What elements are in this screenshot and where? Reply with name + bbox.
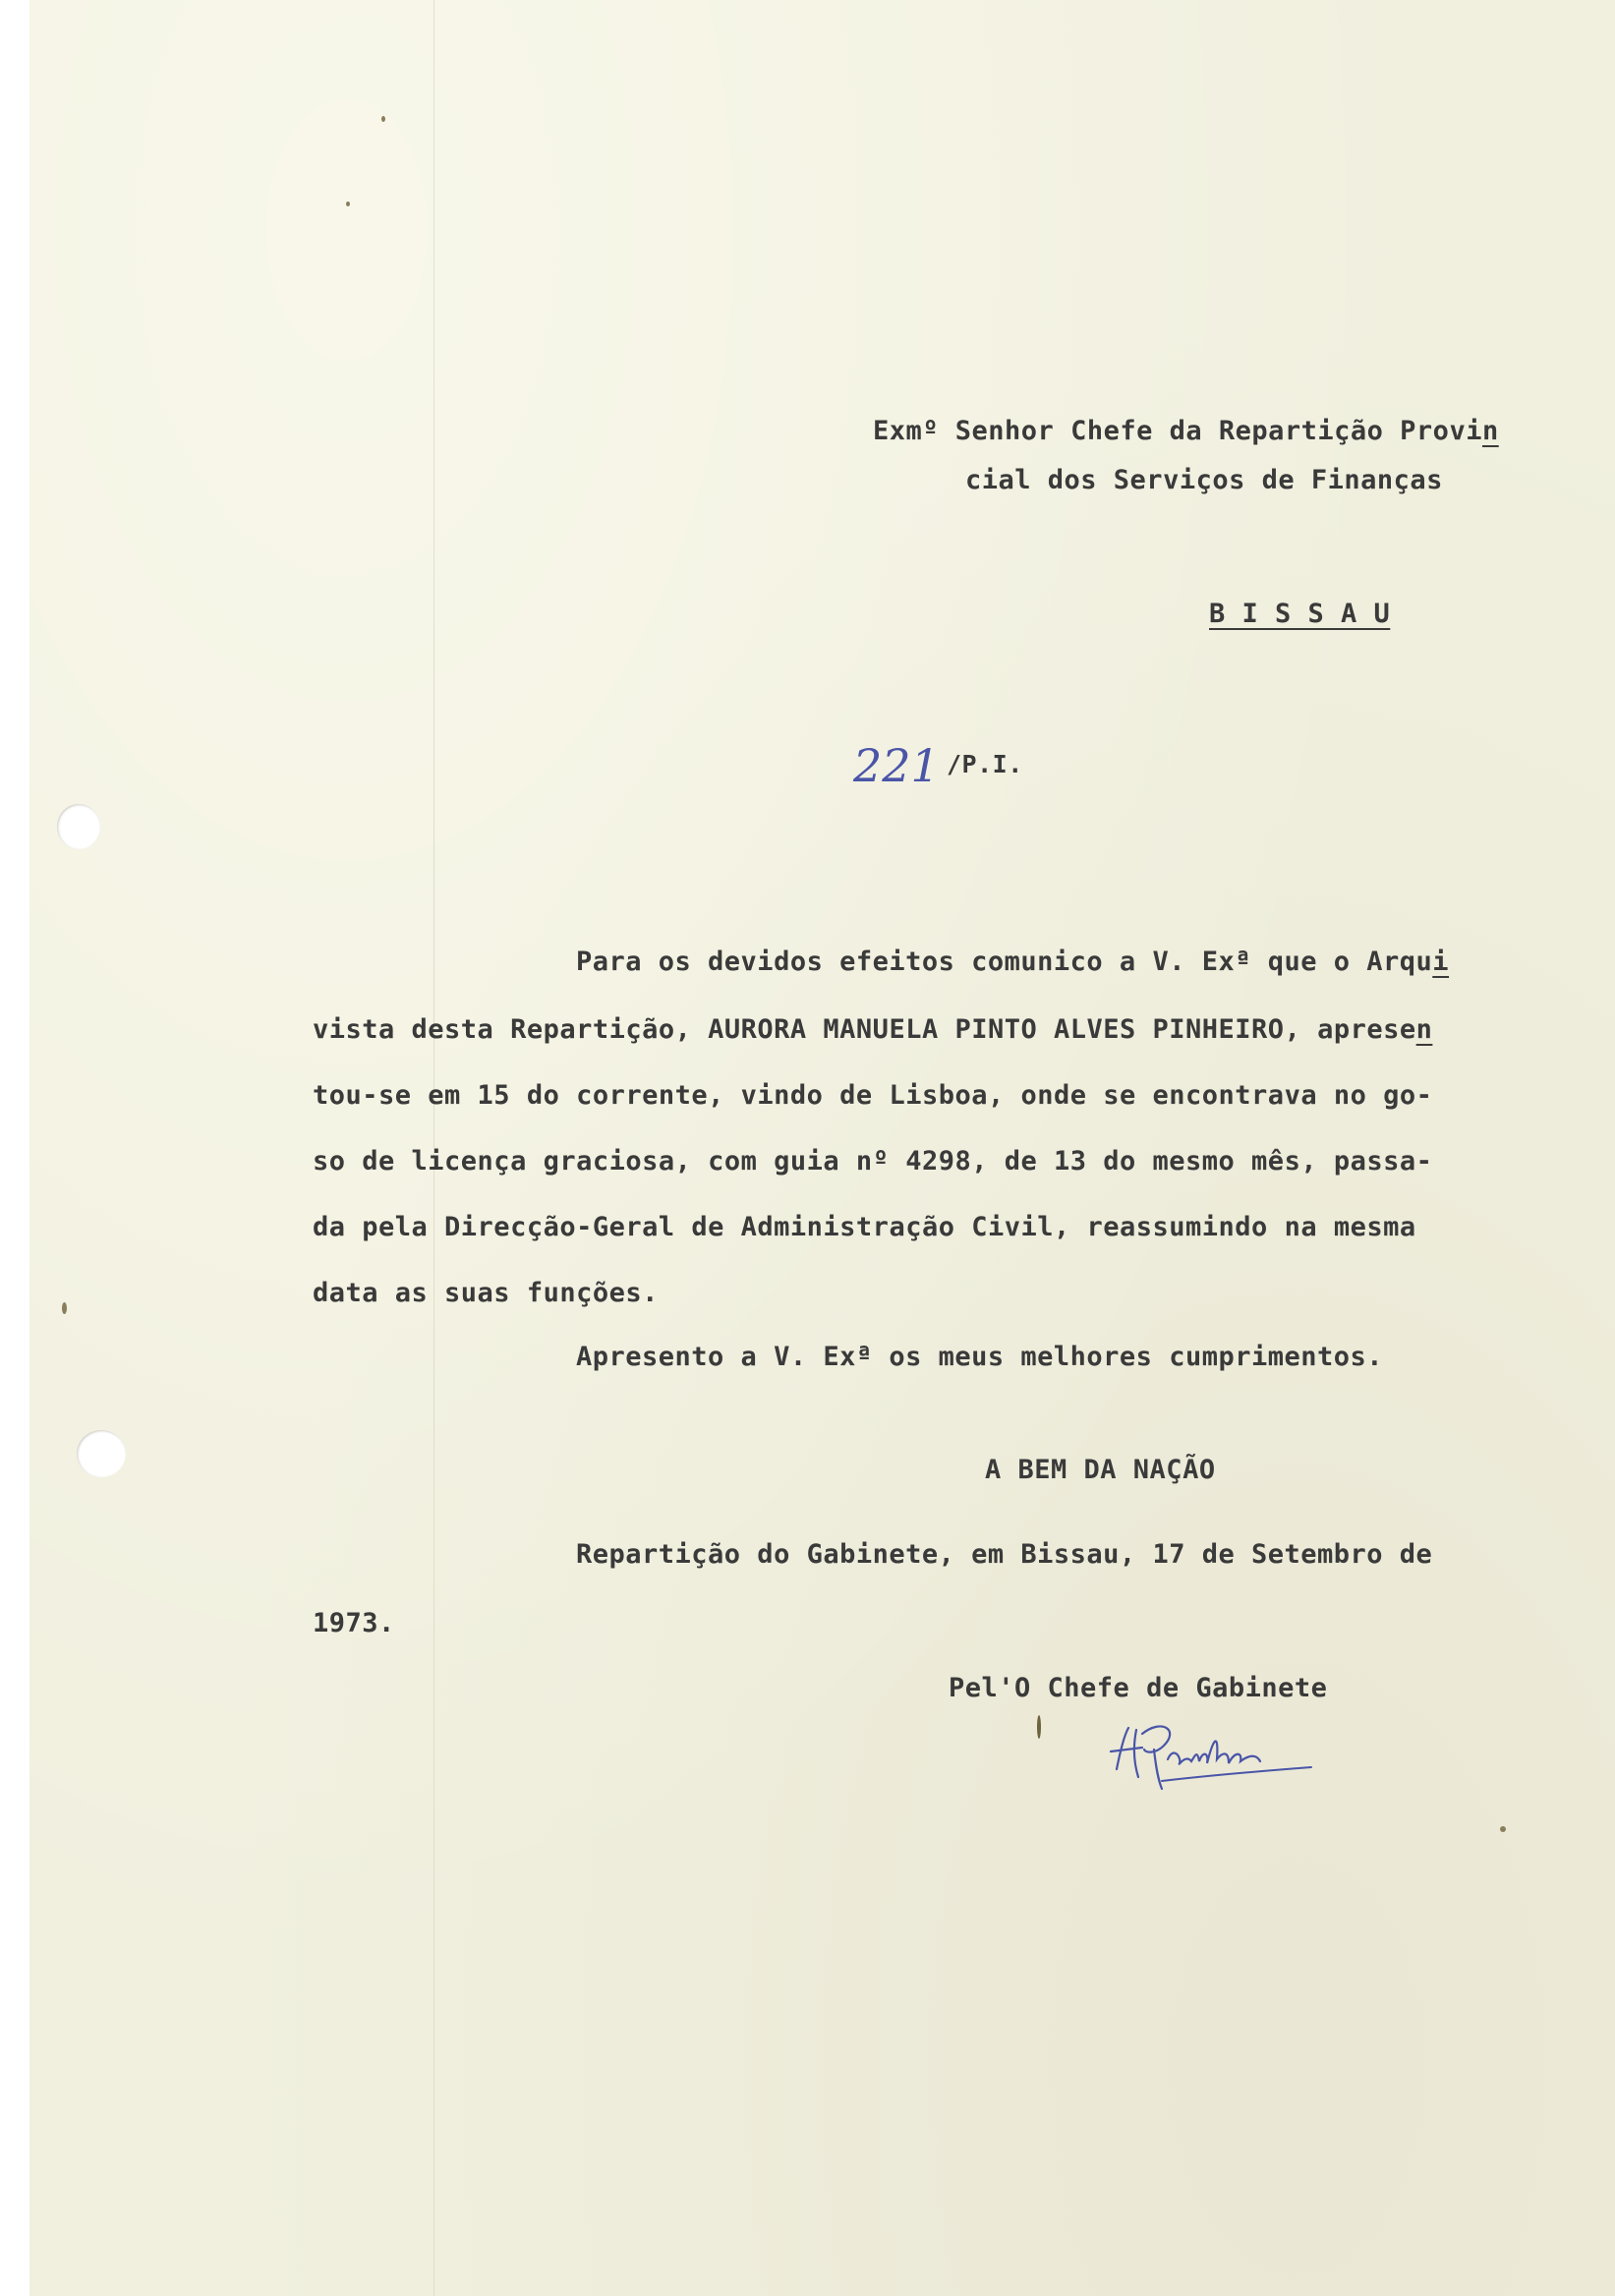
paper-speck [346, 201, 350, 206]
recipient-city: B I S S A U [1209, 599, 1391, 629]
body-line-2-underlined: n [1415, 1014, 1433, 1045]
body-line-1 [576, 947, 1449, 977]
body-line-1-underlined: i [1432, 947, 1450, 977]
punch-hole-upper [57, 804, 100, 849]
recipient-line-1-underlined: n [1481, 416, 1499, 446]
paper-speck [62, 1302, 67, 1314]
recipient-line-1-text: Exmº Senhor Chefe da Repartição Provi [873, 416, 1482, 446]
body-line-2 [313, 1014, 1432, 1045]
body-line-6: data as suas funções. [313, 1278, 659, 1308]
recipient-line-2: cial dos Serviços de Finanças [965, 465, 1443, 495]
body-line-3: tou-se em 15 do corrente, vindo de Lisboa, onde se encontrava no go- [313, 1080, 1433, 1111]
signature-title: Pel'O Chefe de Gabinete [949, 1673, 1328, 1703]
body-line-5: da pela Direcção-Geral de Administração Civil, reassumindo na mesma [313, 1212, 1416, 1242]
body-line-1-text: Para os devidos efeitos comunico a V. Exª que o Arqu [576, 947, 1433, 977]
handwritten-signature [1103, 1710, 1329, 1799]
reference-suffix: /P.I. [947, 750, 1023, 778]
body-line-2-text: vista desta Repartição, AURORA MANUELA PINTO ALVES PINHEIRO, aprese [313, 1014, 1416, 1045]
motto: A BEM DA NAÇÃO [985, 1455, 1216, 1485]
paper-speck [1500, 1826, 1506, 1832]
recipient-line-1 [873, 416, 1499, 446]
place-date-year: 1973. [313, 1608, 395, 1638]
body-line-4: so de licença graciosa, com guia nº 4298, de 13 do mesmo mês, passa- [313, 1146, 1433, 1177]
paper-speck [1037, 1715, 1041, 1739]
body-closing: Apresento a V. Exª os meus melhores cumprimentos. [576, 1342, 1384, 1372]
reference-handwritten-number: 221 [853, 739, 940, 792]
document-page [29, 0, 1615, 2296]
punch-hole-lower [77, 1430, 126, 1477]
paper-speck [381, 116, 385, 122]
place-date-line: Repartição do Gabinete, em Bissau, 17 de Setembro de [576, 1539, 1433, 1570]
